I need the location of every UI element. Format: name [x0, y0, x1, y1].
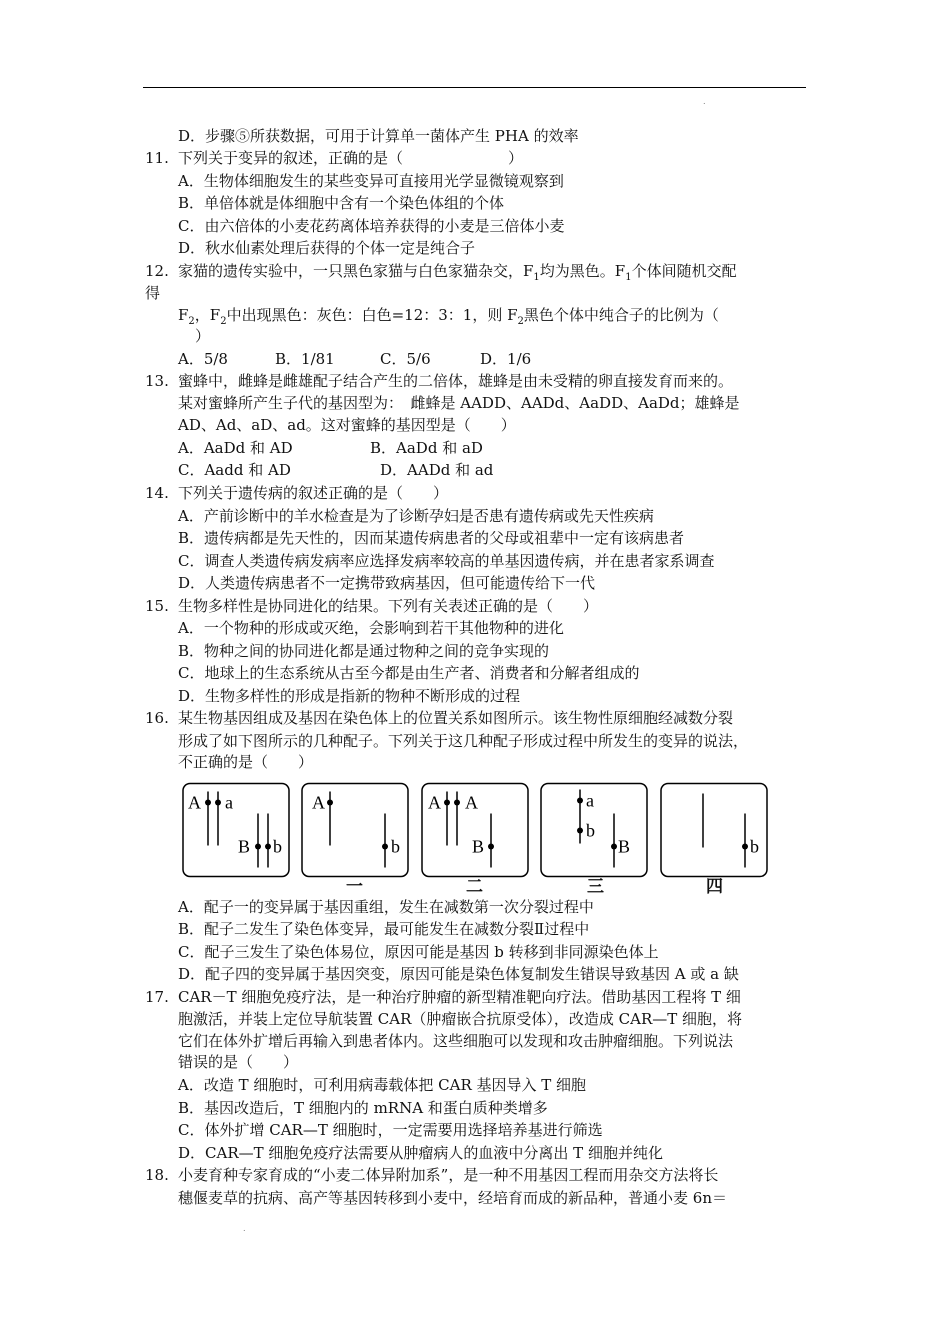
q13-option-c: C．Aadd 和 AD: [178, 461, 291, 479]
q16-stem-line1: [145, 708, 733, 728]
q15-option-a: A．一个物种的形成或灭绝，会影响到若干其他物种的进化: [178, 619, 564, 637]
centromere: [205, 800, 211, 806]
q15-option-d: D．生物多样性的形成是指新的物种不断形成的过程: [178, 687, 521, 705]
q12-option-a: A．5/8: [178, 350, 228, 368]
centromere: [327, 800, 333, 806]
q16-option-c: C．配子三发生了染色体易位，原因可能是基因 b 转移到非同源染色体上: [178, 943, 659, 961]
gene-label: b: [750, 836, 759, 857]
centromere: [577, 828, 583, 834]
q12-stem-line2: 得: [145, 284, 161, 302]
gene-label: A: [465, 792, 478, 813]
centromere: [382, 844, 388, 850]
subscript: 2: [220, 316, 227, 327]
q17-stem-part: CAR－T 细胞免疫疗法，是一种治疗肿瘤的新型精准靶向疗法。借助基因工程将 T 细: [178, 988, 741, 1006]
q16-stem-line2: 形成了如下图所示的几种配子。下列关于这几种配子形成过程中所发生的变异的说法，: [178, 732, 749, 750]
q11-option-d: D．秋水仙素处理后获得的个体一定是纯合子: [178, 239, 476, 257]
q15-option-b: B．物种之间的协同进化都是通过物种之间的竞争实现的: [178, 642, 550, 660]
panel-original: [183, 784, 289, 877]
subscript: 1: [625, 272, 632, 283]
panel-gamete-2: [422, 784, 528, 877]
caption-1: 一: [346, 877, 363, 897]
subscript: 2: [517, 316, 524, 327]
q12-option-b: B．1/81: [275, 350, 335, 368]
q14-option-c: C．调查人类遗传病发病率应选择发病率较高的单基因遗传病，并在患者家系调查: [178, 552, 715, 570]
header-dot: .: [703, 97, 706, 106]
q11-stem-text: 下列关于变异的叙述，正确的是（ ）: [178, 149, 524, 167]
q13-option-d: D．AADd 和 ad: [380, 461, 494, 479]
q12-stem-close: ）: [195, 327, 211, 345]
centromere: [215, 800, 221, 806]
caption-2: 二: [466, 877, 483, 897]
q12-stem-line3: [178, 305, 719, 332]
q14-option-a: A．产前诊断中的羊水检查是为了诊断孕妇是否患有遗传病或先天性疾病: [178, 507, 654, 525]
q17-number: 17.: [145, 988, 169, 1006]
panel-gamete-1: [302, 784, 408, 877]
q17-stem-line1: [145, 987, 741, 1007]
q16-option-a: A．配子一的变异属于基因重组，发生在减数第一次分裂过程中: [178, 898, 594, 916]
q11-option-b: B．单倍体就是体细胞中含有一个染色体组的个体: [178, 194, 505, 212]
gene-label: b: [273, 836, 282, 857]
q14-option-b: B．遗传病都是先天性的，因而某遗传病患者的父母或祖辈中一定有该病患者: [178, 529, 685, 547]
q18-stem-part: 小麦育种专家育成的“小麦二体异附加系”，是一种不用基因工程而用杂交方法将长: [178, 1166, 719, 1184]
centromere: [265, 844, 271, 850]
centromere: [444, 800, 450, 806]
q16-option-b: B．配子二发生了染色体变异，最可能发生在减数分裂Ⅱ过程中: [178, 920, 590, 938]
centromere: [454, 800, 460, 806]
gene-label: B: [238, 836, 251, 857]
q15-option-c: C．地球上的生态系统从古至今都是由生产者、消费者和分解者组成的: [178, 664, 640, 682]
q17-option-a: A．改造 T 细胞时，可利用病毒载体把 CAR 基因导入 T 细胞: [178, 1076, 587, 1094]
gene-label: B: [472, 836, 485, 857]
gene-label: A: [188, 792, 201, 813]
q13-number: 13.: [145, 372, 169, 390]
q15-number: 15.: [145, 597, 169, 615]
panel-frame: [661, 784, 767, 877]
q17-stem-line4: 错误的是（ ）: [178, 1053, 299, 1071]
q13-option-a: A．AaDd 和 AD: [178, 439, 293, 457]
q16-stem-part: 某生物基因组成及基因在染色体上的位置关系如图所示。该生物性原细胞经减数分裂: [178, 709, 734, 727]
subscript: 2: [188, 316, 195, 327]
subscript: 1: [533, 272, 540, 283]
q12-option-c: C．5/6: [380, 350, 431, 368]
panel-gamete-4: [661, 784, 767, 877]
q12-stem-part: 家猫的遗传实验中，一只黑色家猫与白色家猫杂交，F: [178, 262, 534, 280]
q12-stem-part: F: [178, 306, 189, 324]
q16-stem-line3: 不正确的是（ ）: [178, 753, 314, 771]
centromere: [611, 844, 617, 850]
q12-number: 12.: [145, 262, 169, 280]
q14-option-d: D．人类遗传病患者不一定携带致病基因，但可能遗传给下一代: [178, 574, 596, 592]
q17-stem-line3: 它们在体外扩增后再输入到患者体内。这些细胞可以发现和攻击肿瘤细胞。下列说法: [178, 1032, 734, 1050]
q16-option-d: D．配子四的变异属于基因突变，原因可能是染色体复制发生错误导致基因 A 或 a 缺: [178, 965, 739, 983]
q17-stem-line2: 胞激活，并装上定位导航装置 CAR（肿瘤嵌合抗原受体），改造成 CAR—T 细胞，将: [178, 1010, 743, 1028]
q17-option-b: B．基因改造后，T 细胞内的 mRNA 和蛋白质种类增多: [178, 1099, 548, 1117]
q14-number: 14.: [145, 484, 169, 502]
q17-option-d: D．CAR—T 细胞免疫疗法需要从肿瘤病人的血液中分离出 T 细胞并纯化: [178, 1144, 663, 1162]
q12-option-d: D．1/6: [480, 350, 532, 368]
q12-stem-part: 均为黑色。F: [539, 262, 626, 280]
q13-stem-line1: [145, 371, 733, 391]
gene-label: b: [586, 820, 595, 841]
q12-stem-part: 黑色个体中纯合子的比例为（: [523, 306, 719, 324]
caption-4: 四: [706, 877, 723, 897]
q14-stem-text: 下列关于遗传病的叙述正确的是（ ）: [178, 484, 449, 502]
centromere: [742, 844, 748, 850]
caption-3: 三: [587, 877, 604, 897]
q14-stem: [145, 483, 448, 503]
q17-option-c: C．体外扩增 CAR—T 细胞时，一定需要用选择培养基进行筛选: [178, 1121, 603, 1139]
q12-stem-part: 中出现黑色：灰色：白色=12：3：1，则 F: [226, 306, 518, 324]
q18-stem-line1: [145, 1165, 718, 1185]
footer-dot: .: [243, 1224, 246, 1233]
q12-stem-line1: [145, 261, 737, 288]
q12-stem-part: ，F: [194, 306, 221, 324]
gene-label: A: [428, 792, 441, 813]
q13-stem-part: 蜜蜂中，雌蜂是雌雄配子结合产生的二倍体，雄蜂是由未受精的卵直接发育而来的。: [178, 372, 734, 390]
gene-label: a: [225, 792, 233, 813]
q11-option-a: A．生物体细胞发生的某些变异可直接用光学显微镜观察到: [178, 172, 564, 190]
q12-stem-part: 个体间随机交配: [631, 262, 737, 280]
gene-label: A: [312, 792, 325, 813]
q18-number: 18.: [145, 1166, 169, 1184]
gene-label: B: [618, 836, 631, 857]
q11-stem: [145, 148, 523, 168]
q13-stem-line2: 某对蜜蜂所产生子代的基因型为： 雌蜂是 AADD、AADd、AaDD、AaDd；雄蜂是: [178, 394, 740, 412]
q15-stem-text: 生物多样性是协同进化的结果。下列有关表述正确的是（ ）: [178, 597, 599, 615]
centromere: [255, 844, 261, 850]
gene-label: a: [586, 790, 594, 811]
gene-label: b: [391, 836, 400, 857]
q16-number: 16.: [145, 709, 169, 727]
centromere: [577, 798, 583, 804]
q15-stem: [145, 596, 598, 616]
panel-gamete-3: [541, 784, 647, 877]
centromere: [488, 844, 494, 850]
q10-option-d: D．步骤⑤所获数据，可用于计算单一菌体产生 PHA 的效率: [178, 127, 579, 145]
header-rule: [143, 87, 806, 88]
q11-number: 11.: [145, 149, 169, 167]
q13-option-b: B．AaDd 和 aD: [370, 439, 483, 457]
q18-stem-line2: 穗偃麦草的抗病、高产等基因转移到小麦中，经培育而成的新品种，普通小麦 6n＝: [178, 1189, 727, 1207]
q11-option-c: C．由六倍体的小麦花药离体培养获得的小麦是三倍体小麦: [178, 217, 565, 235]
q13-stem-line3: AD、Ad、aD、ad。这对蜜蜂的基因型是（ ）: [178, 416, 516, 434]
